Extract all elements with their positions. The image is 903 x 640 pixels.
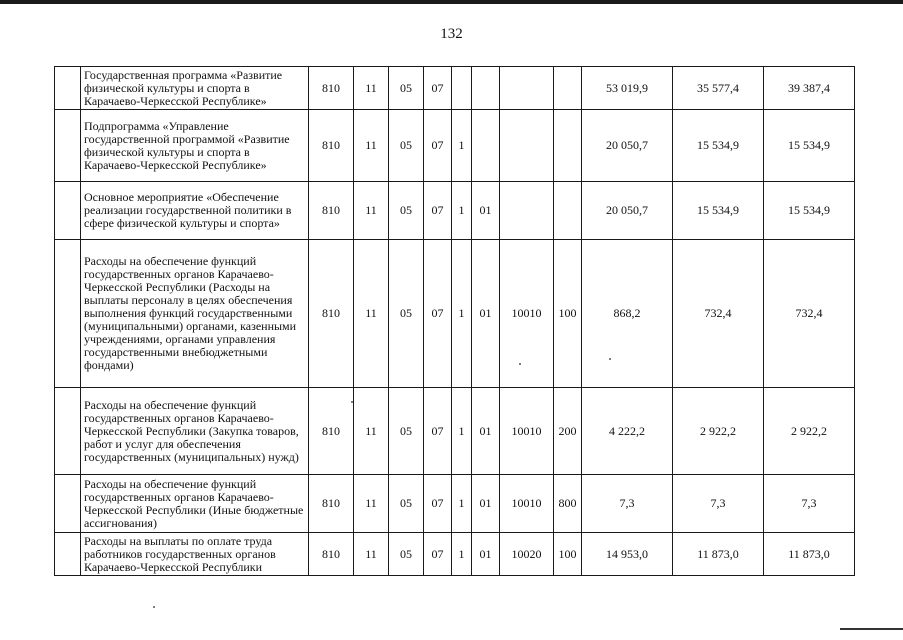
- code-cell: [500, 182, 554, 240]
- code-cell: 800: [554, 475, 582, 533]
- code-cell: 1: [452, 533, 472, 576]
- amount-cell: 11 873,0: [764, 533, 855, 576]
- code-cell: [500, 67, 554, 110]
- code-cell: 11: [354, 475, 389, 533]
- row-name-cell: Подпрограмма «Управление государственной программой «Развитие физической культуры и спорта в Карачаево-Черкесской Республике»: [81, 110, 309, 182]
- code-cell: 11: [354, 182, 389, 240]
- code-cell: [554, 110, 582, 182]
- amount-cell: 20 050,7: [582, 110, 673, 182]
- code-cell: [554, 67, 582, 110]
- scan-speck: [609, 358, 611, 360]
- code-cell: 10010: [500, 388, 554, 475]
- scan-speck: [519, 363, 521, 365]
- row-name-cell: Основное мероприятие «Обеспечение реализации государственной политики в сфере физической культуры и спорта»: [81, 182, 309, 240]
- amount-cell: 732,4: [764, 240, 855, 388]
- table-row: [55, 475, 855, 533]
- table-row: [55, 533, 855, 576]
- code-cell: 810: [309, 388, 354, 475]
- amount-cell: 2 922,2: [673, 388, 764, 475]
- code-cell: 10020: [500, 533, 554, 576]
- code-cell: 05: [389, 240, 424, 388]
- code-cell: 10010: [500, 240, 554, 388]
- amount-cell: 732,4: [673, 240, 764, 388]
- amount-cell: 39 387,4: [764, 67, 855, 110]
- bottom-edge-line: [840, 628, 903, 630]
- code-cell: 01: [472, 182, 500, 240]
- code-cell: 01: [472, 388, 500, 475]
- code-cell: 1: [452, 110, 472, 182]
- code-cell: 07: [424, 475, 452, 533]
- code-cell: 11: [354, 110, 389, 182]
- code-cell: 05: [389, 182, 424, 240]
- amount-cell: 11 873,0: [673, 533, 764, 576]
- code-cell: 810: [309, 110, 354, 182]
- top-border-rule: [0, 0, 903, 4]
- code-cell: 05: [389, 110, 424, 182]
- code-cell: 1: [452, 388, 472, 475]
- code-cell: 810: [309, 240, 354, 388]
- code-cell: 01: [472, 475, 500, 533]
- code-cell: 05: [389, 67, 424, 110]
- row-name-cell: Государственная программа «Развитие физической культуры и спорта в Карачаево-Черкесской Республике»: [81, 67, 309, 110]
- code-cell: 07: [424, 533, 452, 576]
- code-cell: 1: [452, 240, 472, 388]
- row-name-cell: Расходы на обеспечение функций государственных органов Карачаево-Черкесской Республики (Закупка товаров, работ и услуг для обеспечения государственных (муниципальных) нужд): [81, 388, 309, 475]
- code-cell: 200: [554, 388, 582, 475]
- code-cell: 07: [424, 388, 452, 475]
- row-number-cell: [55, 388, 81, 475]
- amount-cell: 2 922,2: [764, 388, 855, 475]
- amount-cell: 15 534,9: [673, 182, 764, 240]
- code-cell: 11: [354, 240, 389, 388]
- code-cell: 810: [309, 475, 354, 533]
- code-cell: 100: [554, 240, 582, 388]
- code-cell: 05: [389, 533, 424, 576]
- code-cell: [472, 110, 500, 182]
- code-cell: 07: [424, 110, 452, 182]
- amount-cell: 14 953,0: [582, 533, 673, 576]
- table-row: [55, 388, 855, 475]
- amount-cell: 7,3: [764, 475, 855, 533]
- amount-cell: 15 534,9: [673, 110, 764, 182]
- code-cell: [554, 182, 582, 240]
- code-cell: 05: [389, 388, 424, 475]
- table-row: [55, 182, 855, 240]
- code-cell: 07: [424, 240, 452, 388]
- code-cell: [500, 110, 554, 182]
- code-cell: [452, 67, 472, 110]
- code-cell: 01: [472, 533, 500, 576]
- code-cell: [472, 67, 500, 110]
- code-cell: 1: [452, 475, 472, 533]
- budget-table: [54, 66, 855, 576]
- table-body: [55, 67, 855, 576]
- code-cell: 810: [309, 182, 354, 240]
- row-number-cell: [55, 475, 81, 533]
- amount-cell: 15 534,9: [764, 110, 855, 182]
- amount-cell: 20 050,7: [582, 182, 673, 240]
- code-cell: 810: [309, 533, 354, 576]
- amount-cell: 868,2: [582, 240, 673, 388]
- row-name-cell: Расходы на обеспечение функций государственных органов Карачаево-Черкесской Республики (Иные бюджетные ассигнования): [81, 475, 309, 533]
- code-cell: 810: [309, 67, 354, 110]
- scan-speck: [351, 401, 353, 403]
- code-cell: 11: [354, 388, 389, 475]
- scan-speck: [153, 606, 155, 608]
- row-name-cell: Расходы на выплаты по оплате труда работников государственных органов Карачаево-Черкесской Республики: [81, 533, 309, 576]
- code-cell: 07: [424, 67, 452, 110]
- row-number-cell: [55, 240, 81, 388]
- page-number: 132: [440, 26, 463, 42]
- code-cell: 100: [554, 533, 582, 576]
- amount-cell: 53 019,9: [582, 67, 673, 110]
- table-row: [55, 240, 855, 388]
- code-cell: 11: [354, 67, 389, 110]
- row-name-cell: Расходы на обеспечение функций государственных органов Карачаево-Черкесской Республики (Расходы на выплаты персоналу в целях обеспечения выполнения функций государственными (муниципальными) органами, казенными учреждениями, органами управления государственными внебюджетными фондами): [81, 240, 309, 388]
- code-cell: 11: [354, 533, 389, 576]
- table-row: [55, 110, 855, 182]
- row-number-cell: [55, 67, 81, 110]
- code-cell: 05: [389, 475, 424, 533]
- row-number-cell: [55, 110, 81, 182]
- row-number-cell: [55, 182, 81, 240]
- amount-cell: 15 534,9: [764, 182, 855, 240]
- code-cell: 10010: [500, 475, 554, 533]
- amount-cell: 7,3: [673, 475, 764, 533]
- code-cell: 07: [424, 182, 452, 240]
- amount-cell: 7,3: [582, 475, 673, 533]
- row-number-cell: [55, 533, 81, 576]
- code-cell: 1: [452, 182, 472, 240]
- code-cell: 01: [472, 240, 500, 388]
- table-row: [55, 67, 855, 110]
- amount-cell: 35 577,4: [673, 67, 764, 110]
- amount-cell: 4 222,2: [582, 388, 673, 475]
